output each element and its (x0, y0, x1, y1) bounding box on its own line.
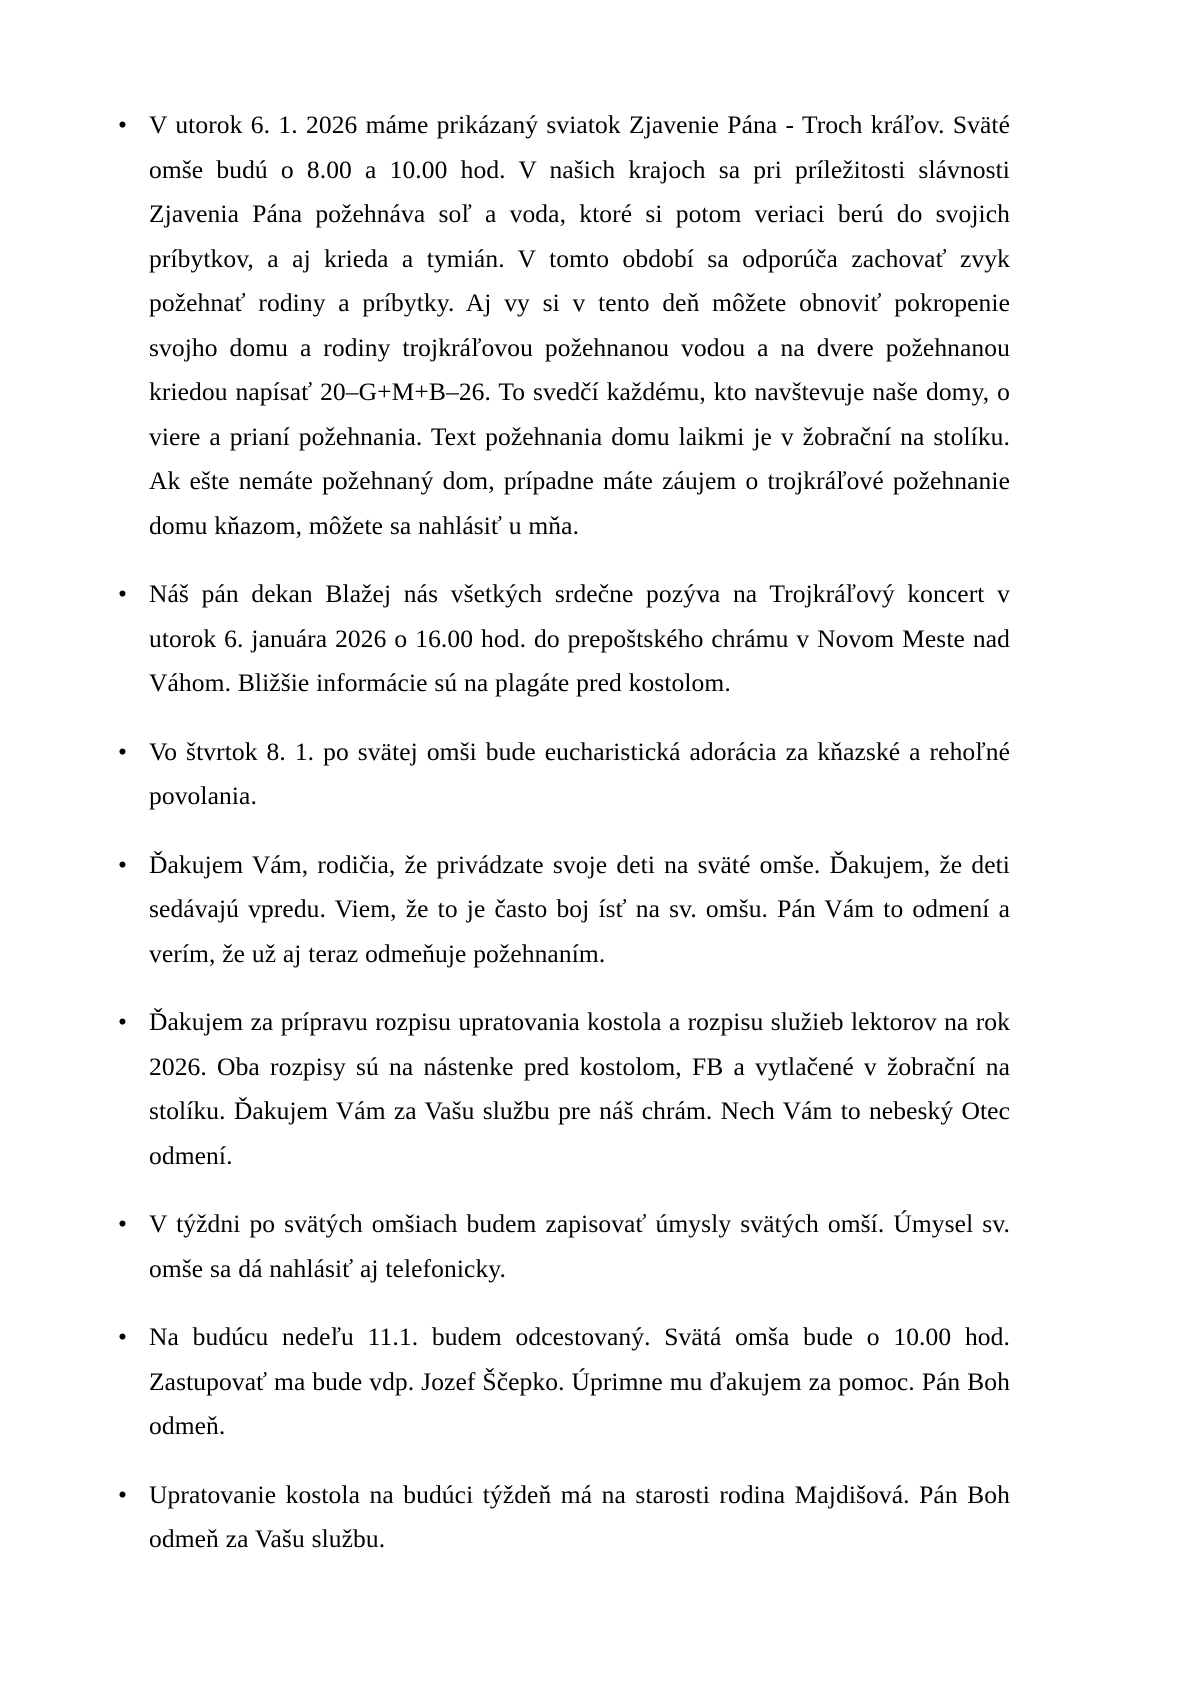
announcement-text: Vo štvrtok 8. 1. po svätej omši bude eucharistická adorácia za kňazské a rehoľné povolania. (149, 736, 1010, 810)
bullet-icon: • (118, 1322, 128, 1351)
bullet-icon: • (118, 1209, 128, 1238)
announcement-text: Ďakujem za prípravu rozpisu upratovania kostola a rozpisu služieb lektorov na rok 2026. Oba rozpisy sú na nástenke pred kostolom, FB a vytlačené v žobrační na stolíku. Ďakujem Vám za Vašu službu pre náš chrám. Nech Vám to nebeský Otec odmení. (149, 1007, 1010, 1170)
announcement-text: Na budúcu nedeľu 11.1. budem odcestovaný. Svätá omša bude o 10.00 hod. Zastupovať ma bude vdp. Jozef Ščepko. Úprimne mu ďakujem za pomoc. Pán Boh odmeň. (149, 1322, 1010, 1440)
bullet-icon: • (118, 579, 128, 608)
announcement-text: Náš pán dekan Blažej nás všetkých srdečne pozýva na Trojkráľový koncert v utorok 6. januára 2026 o 16.00 hod. do prepoštského chrámu v Novom Meste nad Váhom. Bližšie informácie sú na plagáte pred kostolom. (149, 579, 1010, 697)
list-item (118, 843, 1010, 977)
announcement-text: V týždni po svätých omšiach budem zapisovať úmysly svätých omší. Úmysel sv. omše sa dá nahlásiť aj telefonicky. (149, 1209, 1010, 1283)
list-item (118, 730, 1010, 819)
list-item (118, 1000, 1010, 1178)
bullet-icon: • (118, 1479, 128, 1509)
announcement-text: Upratovanie kostola na budúci týždeň má na starosti rodina Majdišová. Pán Boh odmeň za Vašu službu. (149, 1479, 1010, 1553)
list-item (118, 103, 1010, 548)
list-item (118, 1315, 1010, 1449)
bullet-icon: • (118, 849, 128, 879)
announcement-text: Ďakujem Vám, rodičia, že privádzate svoje deti na sväté omše. Ďakujem, že deti sedávajú vpredu. Viem, že to je často boj ísť na sv. omšu. Pán Vám to odmení a verím, že už aj teraz odmeňuje požehnaním. (149, 849, 1010, 968)
announcement-text: V utorok 6. 1. 2026 máme prikázaný sviatok Zjavenie Pána - Troch kráľov. Sväté omše budú o 8.00 a 10.00 hod. V našich krajoch sa pri príležitosti slávnosti Zjavenia Pána požehnáva soľ a voda, ktoré si potom veriaci berú do svojich príbytkov, a aj krieda a tymián. V tomto období sa odporúča zachovať zvyk požehnať rodiny a príbytky. Aj vy si v tento deň môžete obnoviť pokropenie svojho domu a rodiny trojkráľovou požehnanou vodou a na dvere požehnanou kriedou napísať 20–G+M+B–26. To svedčí každému, kto navštevuje naše domy, o viere a prianí požehnania. Text požehnania domu laikmi je v žobrační na stolíku. Ak ešte nemáte požehnaný dom, prípadne máte záujem o trojkráľové požehnanie domu kňazom, môžete sa nahlásiť u mňa. (149, 110, 1010, 540)
announcement-list (118, 103, 1010, 1562)
list-item (118, 1473, 1010, 1562)
bullet-icon: • (118, 736, 128, 766)
bullet-icon: • (118, 1007, 128, 1036)
list-item (118, 1202, 1010, 1291)
list-item (118, 572, 1010, 706)
bullet-icon: • (118, 110, 128, 139)
